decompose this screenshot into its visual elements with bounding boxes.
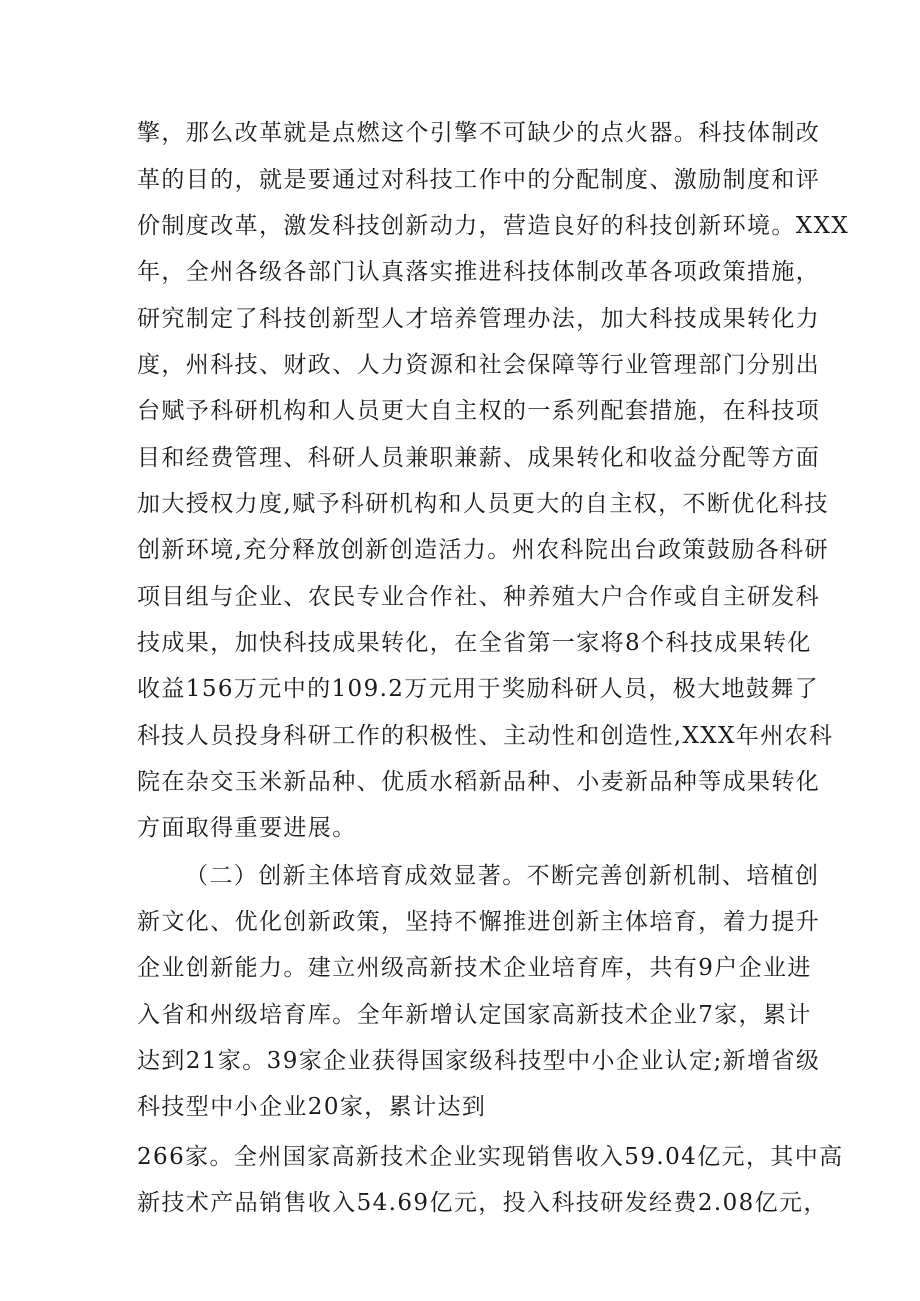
text-line: 技成果，加快科技成果转化，在全省第一家将8个科技成果转化	[137, 630, 812, 656]
text-line: 目和经费管理、科研人员兼职兼薪、成果转化和收益分配等方面	[137, 445, 821, 471]
text-line: 新文化、优化创新政策，坚持不懈推进创新主体培育，着力提升	[137, 909, 821, 935]
section-heading-line: （二）创新主体培育成效显著。不断完善创新机制、培植创	[185, 863, 820, 889]
text-line: 擎，那么改革就是点燃这个引擎不可缺少的点火器。科技体制改	[137, 120, 821, 146]
text-line: 266家。全州国家高新技术企业实现销售收入59.04亿元，其中高	[137, 1144, 844, 1170]
text-line: 方面取得重要进展。	[137, 815, 357, 841]
text-line: 价制度改革，激发科技创新动力，营造良好的科技创新环境。XXX	[137, 213, 850, 239]
text-line: 创新环境,充分释放创新创造活力。州农科院出台政策鼓励各科研	[137, 537, 829, 563]
text-line: 达到21家。39家企业获得国家级科技型中小企业认定;新增省级	[137, 1048, 821, 1074]
text-line: 入省和州级培育库。全年新增认定国家高新技术企业7家，累计	[137, 1002, 812, 1028]
text-line: 新技术产品销售收入54.69亿元，投入科技研发经费2.08亿元，	[137, 1190, 828, 1216]
text-line: 收益156万元中的109.2万元用于奖励科研人员，极大地鼓舞了	[137, 676, 820, 702]
text-line: 年，全州各级各部门认真落实推进科技体制改革各项政策措施，	[137, 259, 821, 285]
text-line: 科技型中小企业20家，累计达到	[137, 1094, 487, 1120]
text-line: 台赋予科研机构和人员更大自主权的一系列配套措施，在科技项	[137, 398, 821, 424]
text-line: 研究制定了科技创新型人才培养管理办法，加大科技成果转化力	[137, 306, 821, 332]
text-line: 项目组与企业、农民专业合作社、种养殖大户合作或自主研发科	[137, 584, 821, 610]
text-line: 加大授权力度,赋予科研机构和人员更大的自主权，不断优化科技	[137, 491, 829, 517]
text-line: 革的目的，就是要通过对科技工作中的分配制度、激励制度和评	[137, 167, 821, 193]
text-line: 度，州科技、财政、人力资源和社会保障等行业管理部门分别出	[137, 352, 821, 378]
text-line: 企业创新能力。建立州级高新技术企业培育库，共有9户企业进	[137, 955, 812, 981]
text-line: 院在杂交玉米新品种、优质水稻新品种、小麦新品种等成果转化	[137, 769, 821, 795]
text-line: 科技人员投身科研工作的积极性、主动性和创造性,XXX年州农科	[137, 723, 834, 749]
